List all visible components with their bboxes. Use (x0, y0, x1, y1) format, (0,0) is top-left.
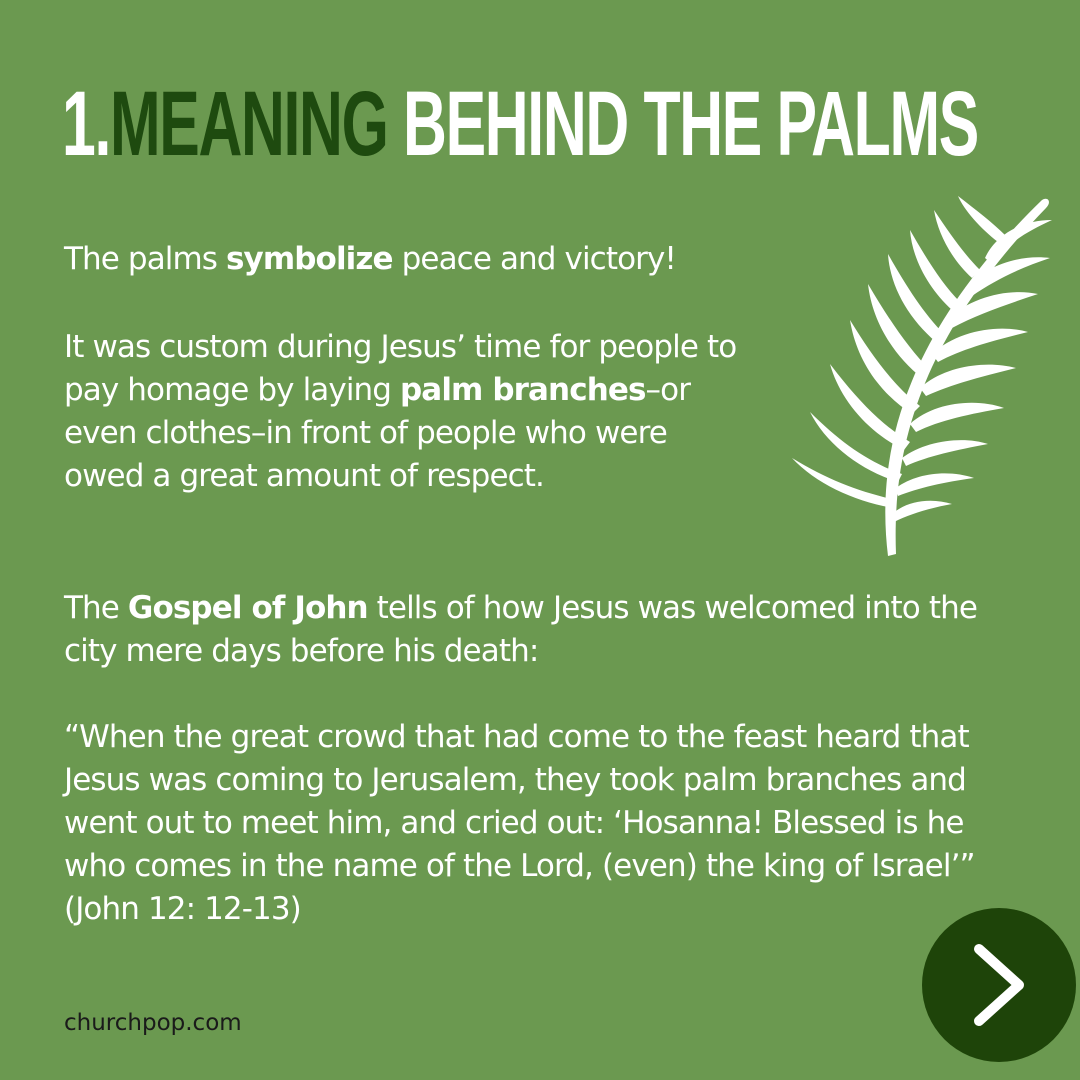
paragraph-quote: “When the great crowd that had come to the feast heard that Jesus was coming to Jerusalem, they took palm branches and went out to meet him, and cried out: ‘Hosanna! Blessed is he who comes in the name of the Lord, (even) the king of Israel’” (John 12: 12-13) (64, 719, 975, 927)
p3-bold: Gospel of John (127, 590, 368, 626)
p1-bold: symbolize (226, 241, 393, 277)
title-number: 1. (62, 73, 111, 175)
page-title (62, 73, 978, 175)
p2-text-a: It was custom during Jesus’ time for people to pay homage by laying (64, 329, 737, 408)
p2-bold: palm branches (400, 372, 646, 408)
paragraph-gospel (64, 587, 1004, 673)
palm-leaf-icon (780, 188, 1060, 560)
p1-text-b: peace and victory! (392, 241, 676, 277)
paragraph-custom (64, 326, 744, 498)
p3-text-a: The (64, 590, 128, 626)
title-rest: BEHIND THE PALMS (387, 73, 978, 175)
paragraph-symbolize (64, 238, 784, 281)
title-highlight: MEANING (110, 73, 388, 175)
p3-text-b: tells of how Jesus was welcomed into the city mere days before his death: (64, 590, 978, 669)
p1-text-a: The palms (64, 241, 226, 277)
next-button[interactable] (922, 908, 1076, 1062)
footer-site: churchpop.com (64, 1010, 242, 1036)
chevron-right-icon (969, 943, 1029, 1027)
p2-text-b: –or even clothes–in front of people who were owed a great amount of respect. (64, 372, 691, 494)
